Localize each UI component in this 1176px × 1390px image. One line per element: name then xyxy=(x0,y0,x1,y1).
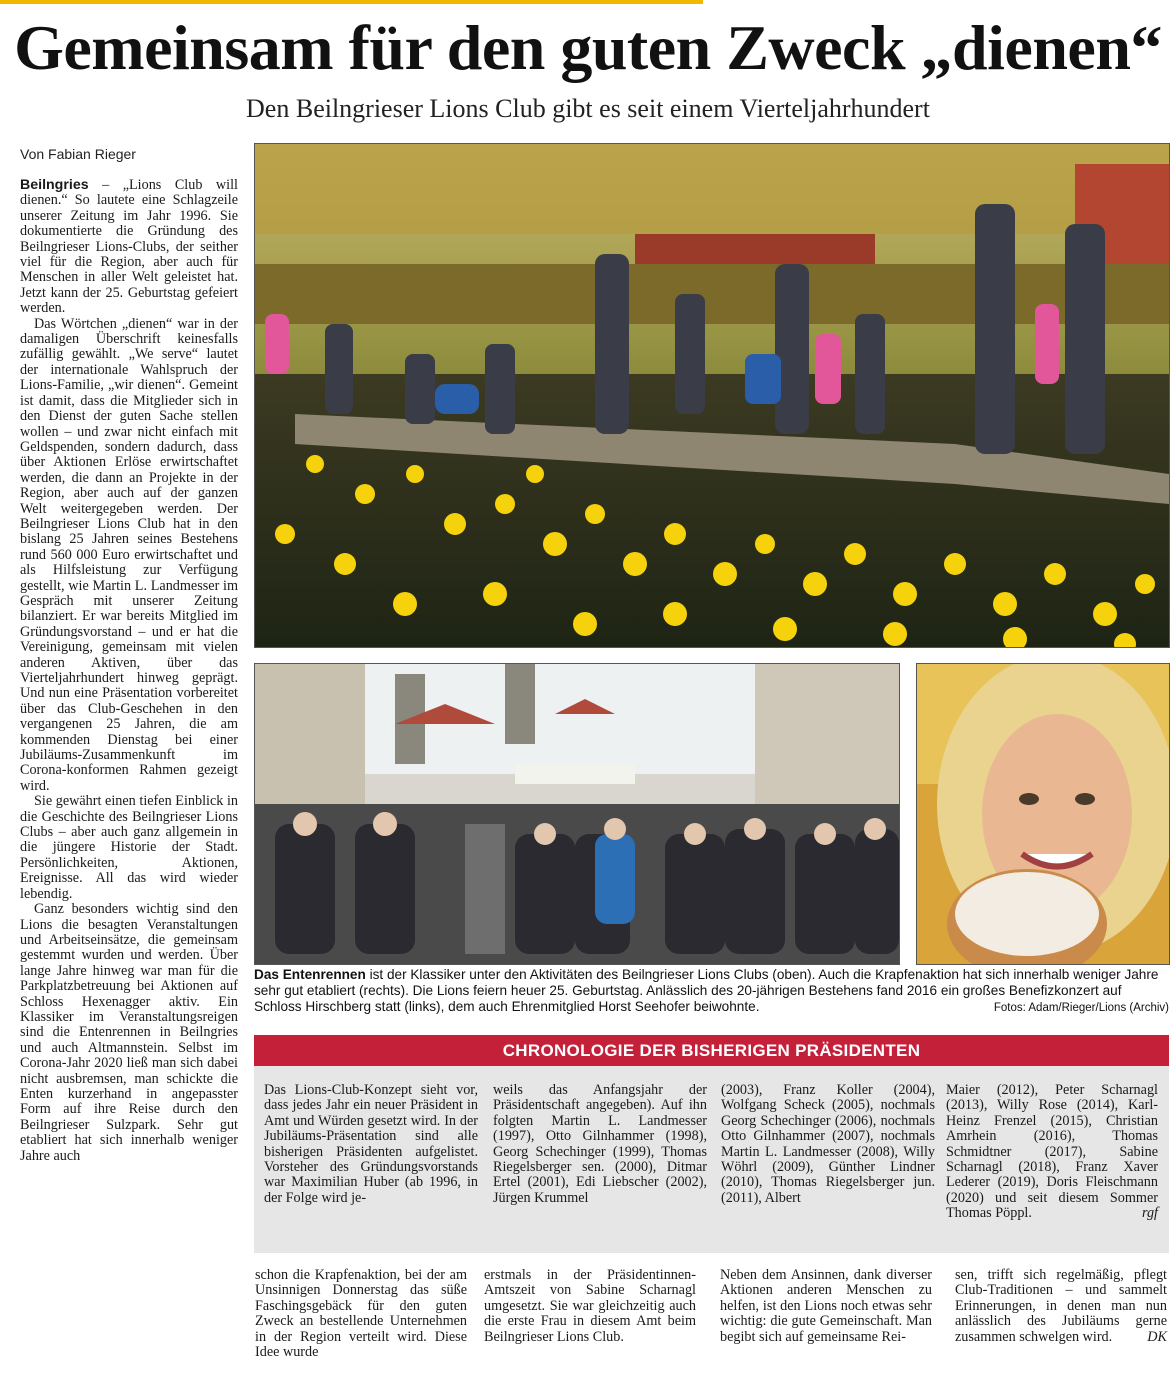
chronology-column: Das Lions-Club-Konzept sieht vor, dass jedes Jahr ein neuer Präsident in Amt und Würden gesetzt wird. In der Jubiläums-Präsentation sind alle bisherigen Präsidenten aufgelistet. Vorsteher des Gründungsvorstands war Maximilian Huber (ab 1996, in der Folge wird je- xyxy=(264,1082,478,1206)
caption-lead: Das Entenrennen xyxy=(254,967,366,982)
article-column-continued: erstmals in der Präsidentinnen-Amtszeit von Sabine Scharnagl umgesetzt. Sie war gleichzeitig auch die erste Frau in diesem Amt beim Beilngrieser Lions Club. xyxy=(484,1267,696,1345)
photo-benefit-concert xyxy=(254,663,900,965)
photo-krapfen-selfie xyxy=(916,663,1170,965)
dateline: Beilngries xyxy=(20,177,89,193)
chronology-column: Maier (2012), Peter Scharnagl (2013), Willy Rose (2014), Karl-Heinz Frenzel (2015), Christian Amrhein (2016), Thomas Schmidtner (2017), Sabine Scharnagl (2018), Franz Xaver Lederer (2019), Doris Fleischmann (2020) und seit diesem Sommer Thomas Pöppl. rgf xyxy=(946,1082,1158,1222)
headline: Gemeinsam für den guten Zweck „dienen“ xyxy=(14,12,1162,83)
photo-credit: Fotos: Adam/Rieger/Lions (Archiv) xyxy=(993,1002,1169,1014)
article-column-continued: schon die Krapfenaktion, bei der am Unsinnigen Donnerstag das süße Faschingsgebäck für den guten Zweck an bestellende Unternehmen in der Region verteilt wird. Diese Idee wurde xyxy=(255,1267,467,1361)
chronology-column: weils das Anfangsjahr der Präsidentschaft angegeben). Auf ihn folgten Martin L. Landmesser (1997), Otto Gilnhammer (1998), Georg Schechinger (1999), Thomas Riegelsberger sen. (2000), Ditmar Ertel (2001), Edi Liebscher (2002), Jürgen Krummel xyxy=(493,1082,707,1206)
article-column xyxy=(20,178,238,1164)
subheadline: Den Beilngrieser Lions Club gibt es seit einem Vierteljahrhundert xyxy=(246,94,930,123)
byline: Von Fabian Rieger xyxy=(20,146,136,162)
chronology-signature: rgf xyxy=(1141,1205,1158,1222)
photo-caption xyxy=(254,967,1169,1016)
caption-text: ist der Klassiker unter den Aktivitäten des Beilngrieser Lions Clubs (oben). Auch die Krapfenaktion hat sich innerhalb weniger Jahre sehr gut etabliert (rechts). Die Lions feiern heuer 25. Geburtstag. Anlässlich des 20-jährigen Bestehens fand 2016 ein großes Benefizkonzert auf Schloss Hirschberg statt (links), dem auch Ehrenmitglied Horst Seehofer beiwohnte. xyxy=(254,967,1159,1014)
article-paragraph: Ganz besonders wichtig sind den Lions die besagten Veranstaltungen und Arbeitseinsätze, die gemeinsam gestemmt wurden und werden. Über lange Jahre hinweg war man für die Parkplatzbetreuung bei Aktionen auf Schloss Hexenagger aktiv. Ein Klassiker im Veranstaltungsreigen sind die Entenrennen in Beilngries und auch Altmannstein. Selbst im Corona-Jahr 2020 ließ man sich dabei nicht ausbremsen, man schickte die Enten kurzerhand in angepasster Form auf ihre Reise durch den Beilngrieser Sulzpark. Sehr gut etabliert hat sich innerhalb weniger Jahre auch xyxy=(20,901,238,1164)
article-paragraph: Das Wörtchen „dienen“ war in der damaligen Überschrift keinesfalls zufällig gewählt. „We serve“ lautet der internationale Wahlspruch der Lions-Familie, „wir dienen“. Gemeint ist damit, dass die Mitglieder sich in den Dienst der guten Sache stellen wollen – und zwar nicht einfach mit Geldspenden, sondern dadurch, dass über Aktionen Erlöse erwirtschaftet werden, die dann an Projekte in der Region, aber auch auf der ganzen Welt weitergegeben werden. Der Beilngrieser Lions Club hat in den bislang 25 Jahren seines Bestehens rund 560 000 Euro erwirtschaftet und als Hilfsleistung zur Verfügung gestellt, wie Martin L. Landmesser im Gespräch mit unserer Zeitung bilanziert. Er war bereits Mitglied im Gründungsvorstand – und er hat die Vereinigung, gemeinsam mit vielen anderen Aktiven, über das Vierteljahrhundert hinweg geprägt. Und nun eine Präsentation vorbereitet über das Club-Geschehen in den vergangenen 25 Jahren, die am kommenden Dienstag bei einer Jubiläums-Zusammenkunft im Corona-konformen Rahmen gezeigt wird. xyxy=(20,315,238,794)
chronology-title: CHRONOLOGIE DER BISHERIGEN PRÄSIDENTEN xyxy=(254,1035,1169,1066)
article-paragraph: Sie gewährt einen tiefen Einblick in die Geschichte des Beilngrieser Lions Clubs – aber auch ganz allgemein in die jüngere Historie der Stadt. Persönlichkeiten, Aktionen, Ereignisse. All das wird wieder lebendig. xyxy=(20,793,238,902)
article-paragraph: Beilngries – „Lions Club will dienen.“ So lautete eine Schlagzeile unserer Zeitung im Jahr 1996. Sie dokumentierte die Gründung des Beilngrieser Lions-Clubs, der seither viel für die Region, aber auch für Menschen in aller Welt geleistet hat. Jetzt kann der 25. Geburtstag gefeiert werden. xyxy=(20,177,238,317)
accent-bar xyxy=(0,0,703,4)
photo-duck-race xyxy=(254,143,1170,648)
article-column-continued: Neben dem Ansinnen, dank diverser Aktionen anderen Menschen zu helfen, ist den Lions noch etwas sehr wichtig: die gute Gemeinschaft. Man begibt sich auf gemeinsame Rei- xyxy=(720,1267,932,1345)
author-signature: DK xyxy=(1147,1328,1167,1345)
chronology-column: (2003), Franz Koller (2004), Wolfgang Scheck (2005), nochmals Georg Schechinger (2006), nochmals Otto Gilnhammer (2007), nochmals Martin L. Landmesser (2008), Willy Wöhrl (2009), Günther Lindner (2010), Thomas Riegelsberger jun. (2011), Albert xyxy=(721,1082,935,1206)
article-column-continued: sen, trifft sich regelmäßig, pflegt Club-Traditionen – und sammelt Erinnerungen, in denen man nun anlässlich des Jubiläums gerne zusammen schwelgen wird. DK xyxy=(955,1267,1167,1345)
